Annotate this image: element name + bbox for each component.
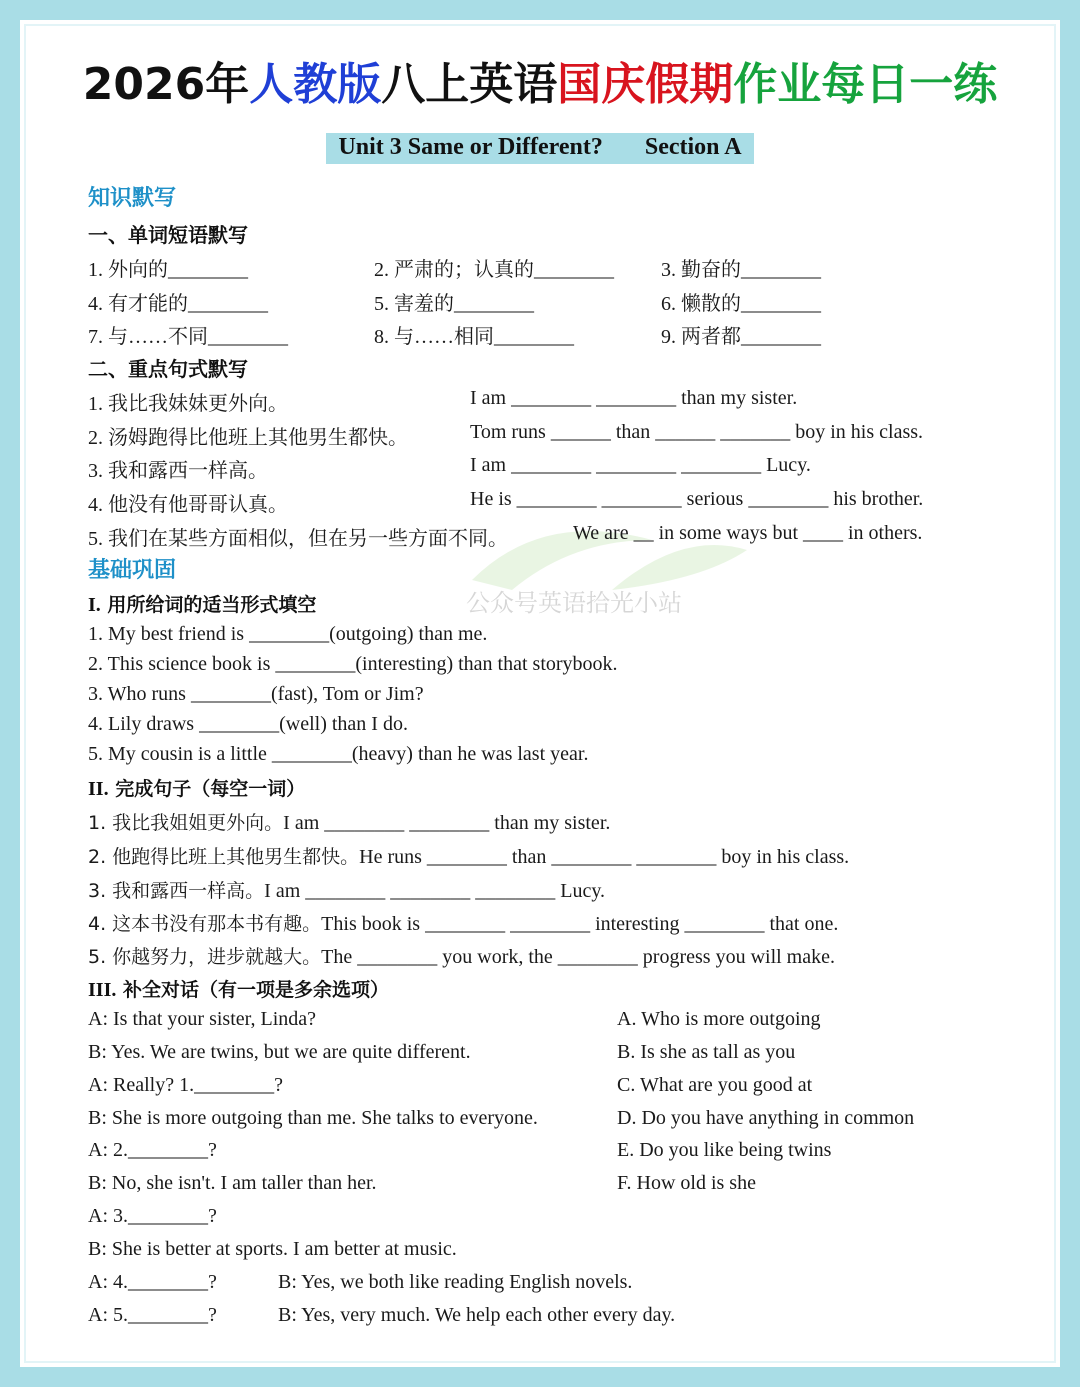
exercise-1-item-5: 5. My cousin is a little ________(heavy) than he was last year.	[88, 743, 589, 765]
sentence-cn-1: 1. 我比我妹妹更外向。	[88, 393, 288, 415]
sentence-en-3: I am ________ ________ ________ Lucy.	[470, 454, 811, 476]
exercise-2-heading	[88, 774, 305, 801]
sentence-cn-5: 5. 我们在某些方面相似，但在另一些方面不同。	[88, 528, 508, 550]
exercise-1-item-4: 4. Lily draws ________(well) than I do.	[88, 713, 408, 735]
exercise-2-item-4	[88, 909, 838, 936]
unit-header-bar	[326, 133, 754, 164]
vocab-item-4: 4. 有才能的________	[88, 293, 268, 315]
dialogue-line-10: A: 5.________?	[88, 1304, 217, 1326]
option-f: F. How old is she	[617, 1172, 756, 1194]
option-d: D. Do you have anything in common	[617, 1107, 915, 1129]
title-edition: 人教版	[249, 59, 382, 110]
sentence-cn-3: 3. 我和露西一样高。	[88, 460, 268, 482]
exercise-2-title: 完成句子（每空一词）	[108, 778, 306, 800]
sentence-en-5: We are __ in some ways but ____ in others.	[573, 522, 923, 544]
vocab-heading: 一、单词短语默写	[88, 223, 248, 247]
exercise-2-item-3-en: I am ________ ________ ________ Lucy.	[264, 880, 606, 902]
vocab-item-1: 1. 外向的________	[88, 259, 248, 281]
option-a: A. Who is more outgoing	[617, 1008, 821, 1030]
exercise-2-item-5-cn: 5. 你越努力，进步就越大。	[88, 946, 322, 968]
dialogue-line-9: A: 4.________?	[88, 1271, 217, 1293]
sentence-heading: 二、重点句式默写	[88, 357, 248, 381]
option-b: B. Is she as tall as you	[617, 1041, 796, 1063]
option-e: E. Do you like being twins	[617, 1139, 832, 1161]
title-grade: 八上英语	[381, 59, 558, 110]
exercise-2-item-4-cn: 4. 这本书没有那本书有趣。	[88, 913, 322, 935]
exercise-1-item-1: 1. My best friend is ________(outgoing) than me.	[88, 623, 488, 645]
dialogue-line-1: A: Is that your sister, Linda?	[88, 1008, 317, 1030]
exercise-3-heading	[88, 975, 389, 1002]
vocab-item-8: 8. 与……相同________	[374, 326, 574, 348]
exercise-2-item-2-cn: 2. 他跑得比班上其他男生都快。	[88, 846, 360, 868]
exercise-1-number: I.	[88, 594, 101, 616]
exercise-2-item-5-en: The ________ you work, the ________ progress you will make.	[321, 946, 835, 968]
dialogue-line-7: A: 3.________?	[88, 1205, 217, 1227]
exercise-1-item-3: 3. Who runs ________(fast), Tom or Jim?	[88, 683, 424, 705]
option-c: C. What are you good at	[617, 1074, 813, 1096]
sentence-cn-2: 2. 汤姆跑得比他班上其他男生都快。	[88, 427, 408, 449]
sentence-cn-4: 4. 他没有他哥哥认真。	[88, 494, 288, 516]
dialogue-line-2: B: Yes. We are twins, but we are quite different.	[88, 1041, 471, 1063]
unit-header-text: Unit 3 Same or Different? Section A	[338, 134, 742, 160]
vocab-item-7: 7. 与……不同________	[88, 326, 288, 348]
exercise-2-item-2	[88, 842, 849, 869]
exercise-3-number: III.	[88, 979, 117, 1001]
sentence-en-2: Tom runs ______ than ______ _______ boy in his class.	[470, 421, 924, 443]
exercise-2-item-5	[88, 942, 835, 969]
exercise-1-item-2: 2. This science book is ________(interesting) than that storybook.	[88, 653, 618, 675]
dialogue-reply-5: B: Yes, very much. We help each other every day.	[278, 1304, 676, 1326]
section-knowledge-heading: 知识默写	[88, 186, 177, 211]
exercise-1-title: 用所给词的适当形式填空	[100, 594, 317, 616]
vocab-item-9: 9. 两者都________	[661, 326, 821, 348]
vocab-item-5: 5. 害羞的________	[374, 293, 534, 315]
watermark-text: 公众号英语拾光小站	[466, 589, 682, 617]
exercise-2-number: II.	[88, 778, 109, 800]
page-title	[0, 48, 1080, 112]
title-holiday: 国庆假期	[557, 59, 734, 110]
exercise-2-item-2-en: He runs ________ than ________ ________ boy in his class.	[359, 846, 850, 868]
dialogue-reply-4: B: Yes, we both like reading English novels.	[278, 1271, 633, 1293]
sentence-en-4: He is ________ ________ serious ________ his brother.	[470, 488, 924, 510]
title-practice: 作业每日一练	[733, 59, 998, 110]
section-basics-heading: 基础巩固	[88, 558, 177, 583]
vocab-item-6: 6. 懒散的________	[661, 293, 821, 315]
title-year: 2026年	[82, 59, 250, 110]
dialogue-line-5: A: 2.________?	[88, 1139, 217, 1161]
exercise-2-item-3-cn: 3. 我和露西一样高。	[88, 880, 265, 902]
dialogue-line-3: A: Really? 1.________?	[88, 1074, 283, 1096]
exercise-3-title: 补全对话（有一项是多余选项）	[116, 979, 389, 1001]
exercise-2-item-4-en: This book is ________ ________ interesting ________ that one.	[321, 913, 839, 935]
vocab-item-3: 3. 勤奋的________	[661, 259, 821, 281]
exercise-2-item-1-en: I am ________ ________ than my sister.	[283, 812, 611, 834]
exercise-1-heading	[88, 590, 316, 617]
dialogue-line-8: B: She is better at sports. I am better at music.	[88, 1238, 457, 1260]
dialogue-line-4: B: She is more outgoing than me. She talks to everyone.	[88, 1107, 538, 1129]
dialogue-line-6: B: No, she isn't. I am taller than her.	[88, 1172, 377, 1194]
vocab-item-2: 2. 严肃的；认真的________	[374, 259, 614, 281]
exercise-2-item-1-cn: 1. 我比我姐姐更外向。	[88, 812, 284, 834]
exercise-2-item-1	[88, 808, 610, 835]
sentence-en-1: I am ________ ________ than my sister.	[470, 387, 798, 409]
exercise-2-item-3	[88, 876, 605, 903]
